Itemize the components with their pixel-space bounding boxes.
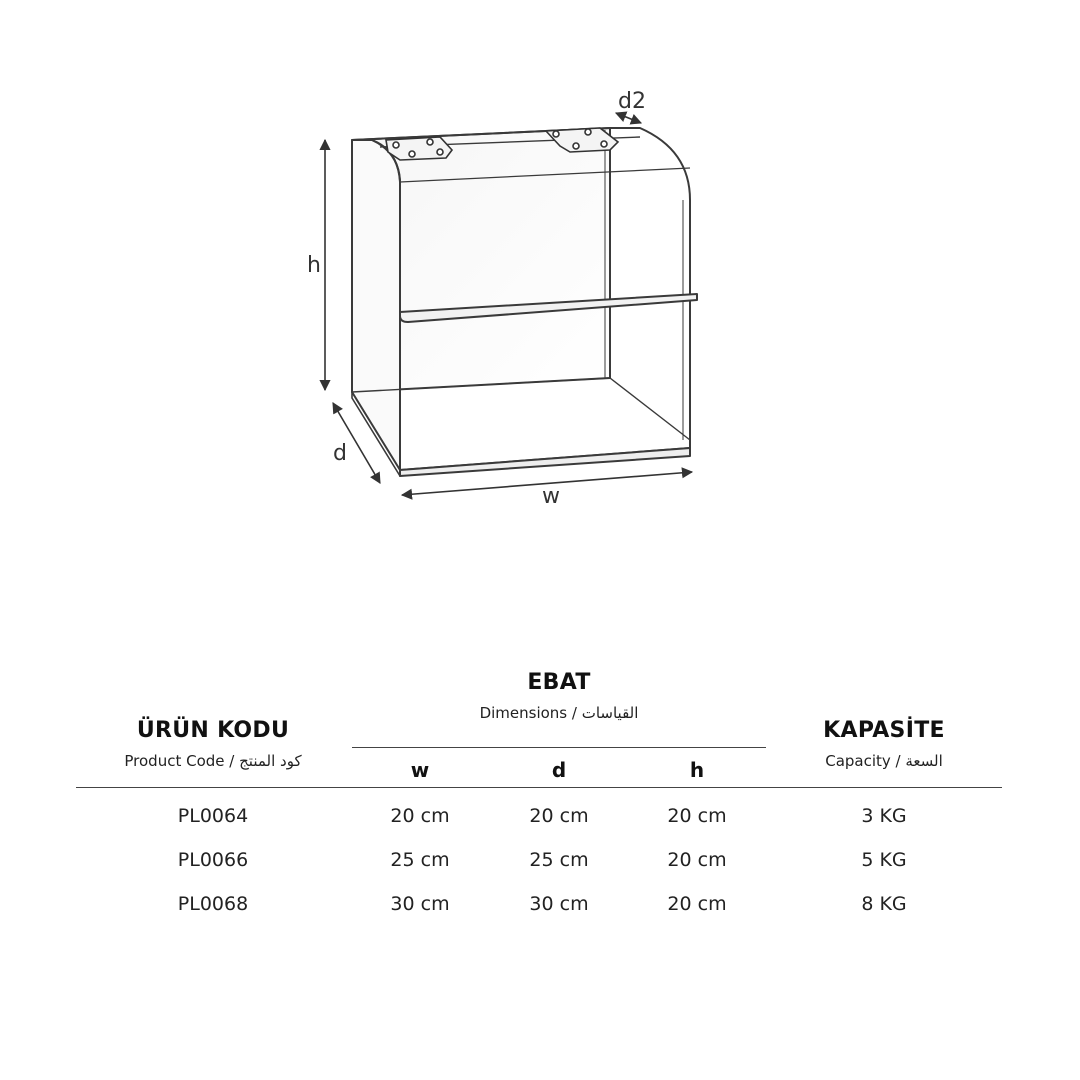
cell-code: PL0064	[177, 805, 249, 827]
dim-label-h: h	[307, 253, 321, 278]
cell-capacity: 8 KG	[861, 893, 907, 915]
dimensions-title: EBAT	[527, 670, 591, 695]
cell-w: 20 cm	[390, 805, 450, 827]
cell-h: 20 cm	[667, 805, 727, 827]
product-code-subtitle: Product Code / كود المنتج	[124, 752, 302, 770]
col-head-d: d	[551, 758, 567, 782]
col-head-w: w	[410, 758, 430, 782]
cell-code: PL0068	[177, 893, 249, 915]
cell-w: 25 cm	[390, 849, 450, 871]
dimensions-divider	[352, 747, 766, 748]
cell-d: 30 cm	[529, 893, 589, 915]
table-header-divider	[76, 787, 1002, 788]
capacity-title: KAPASİTE	[823, 718, 945, 743]
cell-w: 30 cm	[390, 893, 450, 915]
cell-d: 25 cm	[529, 849, 589, 871]
cell-code: PL0066	[177, 849, 249, 871]
cell-capacity: 3 KG	[861, 805, 907, 827]
dim-label-w: w	[542, 484, 560, 509]
dimensions-subtitle: Dimensions / القياسات	[479, 704, 639, 722]
capacity-subtitle: Capacity / السعة	[825, 752, 943, 770]
dim-label-d2: d2	[618, 89, 646, 114]
dim-label-d: d	[333, 441, 347, 466]
cell-d: 20 cm	[529, 805, 589, 827]
cell-h: 20 cm	[667, 893, 727, 915]
col-head-h: h	[689, 758, 705, 782]
product-code-title: ÜRÜN KODU	[136, 718, 290, 743]
cell-h: 20 cm	[667, 849, 727, 871]
cell-capacity: 5 KG	[861, 849, 907, 871]
